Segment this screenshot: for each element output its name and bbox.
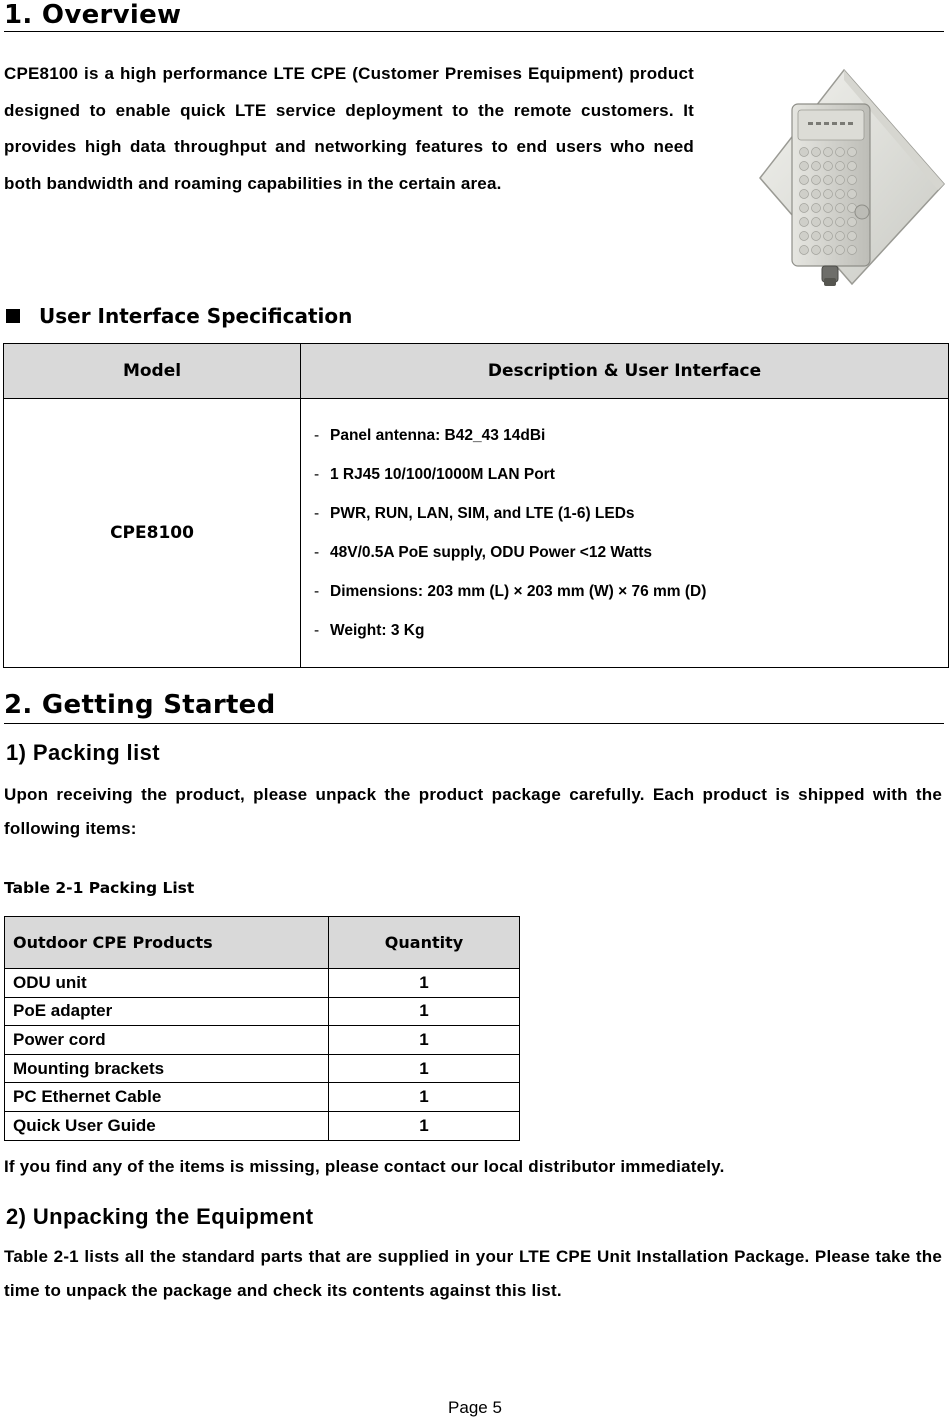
table-row bbox=[5, 1026, 520, 1055]
table-row bbox=[5, 1083, 520, 1112]
heading-rule bbox=[4, 31, 944, 32]
spec-description-cell bbox=[301, 399, 949, 668]
packing-intro: Upon receiving the product, please unpack the product package carefully. Each product is shipped with the following items: bbox=[4, 785, 942, 838]
spec-model-cell: CPE8100 bbox=[4, 399, 301, 668]
packing-header-quantity: Quantity bbox=[329, 917, 520, 969]
item-name: Quick User Guide bbox=[5, 1111, 329, 1140]
spec-item: - Weight: 3 Kg bbox=[314, 622, 425, 639]
missing-note: If you find any of the items is missing, please contact our local distributor immediately. bbox=[4, 1157, 725, 1176]
item-quantity: 1 bbox=[329, 969, 520, 998]
overview-paragraph: CPE8100 is a high performance LTE CPE (Customer Premises Equipment) product designed to enable quick LTE service deployment to the remote customers. It provides high data throughput and networking features to end users who need both bandwidth and roaming capabilities in the certain area. bbox=[4, 64, 694, 193]
cpe-device-image bbox=[752, 66, 948, 288]
item-quantity: 1 bbox=[329, 1026, 520, 1055]
table-row bbox=[5, 997, 520, 1026]
item-quantity: 1 bbox=[329, 1083, 520, 1112]
item-quantity: 1 bbox=[329, 997, 520, 1026]
item-name: PoE adapter bbox=[5, 997, 329, 1026]
item-quantity: 1 bbox=[329, 1054, 520, 1083]
subheading-unpacking: 2) Unpacking the Equipment bbox=[6, 1204, 314, 1229]
table-row bbox=[5, 969, 520, 998]
unpacking-paragraph: Table 2-1 lists all the standard parts that are supplied in your LTE CPE Unit Installation Package. Please take the time to unpack the package and check its contents against this list. bbox=[4, 1247, 942, 1300]
spec-item: - Dimensions: 203 mm (L) × 203 mm (W) × 76 mm (D) bbox=[314, 583, 707, 600]
spec-table bbox=[3, 343, 949, 668]
item-name: Power cord bbox=[5, 1026, 329, 1055]
packing-table bbox=[4, 916, 520, 1141]
spec-item: - 48V/0.5A PoE supply, ODU Power <12 Watts bbox=[314, 544, 653, 561]
table-row bbox=[5, 1111, 520, 1140]
ui-spec-heading-text: User Interface Specification bbox=[39, 304, 353, 328]
subheading-packing-list: 1) Packing list bbox=[6, 740, 160, 765]
item-quantity: 1 bbox=[329, 1111, 520, 1140]
table-caption: Table 2-1 Packing List bbox=[4, 879, 195, 897]
spec-item: - Panel antenna: B42_43 14dBi bbox=[314, 427, 546, 444]
spec-header-model: Model bbox=[4, 344, 301, 399]
item-name: Mounting brackets bbox=[5, 1054, 329, 1083]
spec-header-description: Description & User Interface bbox=[301, 344, 949, 399]
spec-item: - 1 RJ45 10/100/1000M LAN Port bbox=[314, 466, 555, 483]
spec-item: - PWR, RUN, LAN, SIM, and LTE (1-6) LEDs bbox=[314, 505, 635, 522]
page-number: Page 5 bbox=[448, 1398, 502, 1417]
item-name: PC Ethernet Cable bbox=[5, 1083, 329, 1112]
square-bullet-icon bbox=[6, 309, 20, 323]
packing-header-products: Outdoor CPE Products bbox=[5, 917, 329, 969]
item-name: ODU unit bbox=[5, 969, 329, 998]
section-heading-overview: 1. Overview bbox=[4, 0, 182, 30]
section-heading-getting-started: 2. Getting Started bbox=[4, 690, 276, 720]
table-row bbox=[5, 1054, 520, 1083]
ui-spec-heading bbox=[6, 304, 352, 328]
heading-rule bbox=[4, 723, 944, 724]
